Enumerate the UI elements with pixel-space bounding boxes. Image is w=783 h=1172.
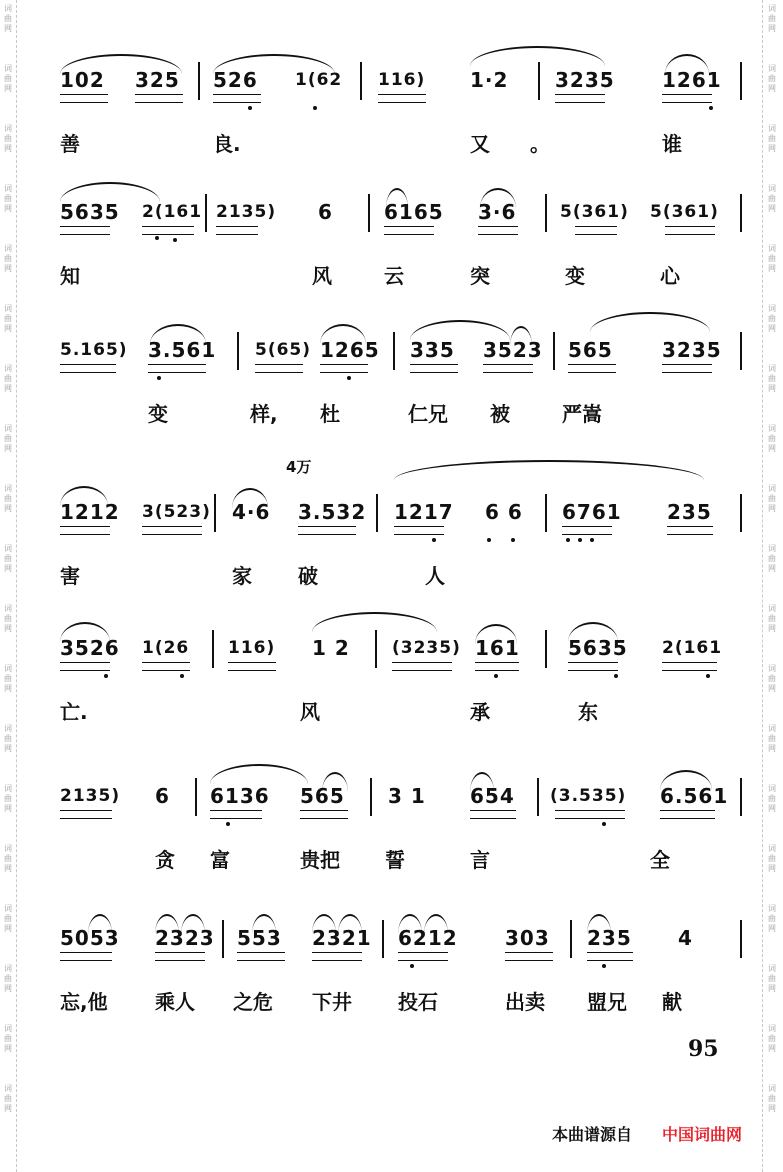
slur xyxy=(590,312,710,332)
octave-dot xyxy=(347,376,351,380)
note-group: (3235) xyxy=(392,638,461,658)
lyric: 良. xyxy=(213,132,241,156)
watermark-mark: 词 曲 网 xyxy=(768,484,776,513)
underline xyxy=(478,226,518,235)
right-margin-watermark xyxy=(762,0,779,1172)
underline xyxy=(142,662,190,671)
underline xyxy=(60,94,108,103)
note-group: 116) xyxy=(378,70,426,90)
note-group: 5053 xyxy=(60,926,120,950)
lyric: 出卖 xyxy=(505,990,545,1014)
source-site-link[interactable]: 中国词曲网 xyxy=(662,1125,743,1144)
lyric: 乘人 xyxy=(155,990,195,1014)
bar-line xyxy=(545,494,547,532)
slur xyxy=(475,624,517,644)
watermark-mark: 词 曲 网 xyxy=(4,724,12,753)
underline xyxy=(60,810,112,819)
lyric: 言 xyxy=(470,848,490,872)
underline xyxy=(320,364,368,373)
note-group: 6212 xyxy=(398,926,458,950)
slur xyxy=(386,188,408,208)
lyric: 样, xyxy=(250,402,278,426)
note-group: 5635 xyxy=(568,636,628,660)
lyric: 富 xyxy=(210,848,230,872)
lyric: 被 xyxy=(490,402,510,426)
underline xyxy=(142,226,194,235)
slur xyxy=(410,320,510,340)
slur xyxy=(424,914,448,934)
slur xyxy=(88,914,112,934)
watermark-mark: 词 曲 网 xyxy=(4,784,12,813)
octave-dot xyxy=(173,238,177,242)
octave-dot xyxy=(180,674,184,678)
watermark-mark: 词 曲 网 xyxy=(768,244,776,273)
underline xyxy=(384,226,434,235)
underline xyxy=(155,952,205,961)
underline xyxy=(665,226,715,235)
note-group: 4 xyxy=(678,926,693,950)
bar-line xyxy=(740,332,742,370)
slur xyxy=(312,612,437,632)
note-group: 565 xyxy=(300,784,345,808)
note-group: 303 xyxy=(505,926,550,950)
slur xyxy=(665,54,709,74)
lyric: 承 xyxy=(470,700,490,724)
note-group: 116) xyxy=(228,638,276,658)
watermark-mark: 词 曲 网 xyxy=(4,364,12,393)
underline xyxy=(378,94,426,103)
slur xyxy=(60,622,110,642)
bar-line xyxy=(740,920,742,958)
lyric: 贵把 xyxy=(300,848,340,872)
note-group: 5635 xyxy=(60,200,120,224)
slur xyxy=(394,460,704,480)
underline xyxy=(662,94,712,103)
lyric: 盟兄 xyxy=(587,990,627,1014)
underline xyxy=(210,810,262,819)
note-group: 3.561 xyxy=(148,338,217,362)
watermark-mark: 词 曲 网 xyxy=(4,424,12,453)
underline xyxy=(587,952,633,961)
lyric: 风 xyxy=(312,264,332,288)
note-group: 3.532 xyxy=(298,500,367,524)
note-group: 1212 xyxy=(60,500,120,524)
octave-dot xyxy=(226,822,230,826)
annotation-4wan: 4万 xyxy=(286,458,312,476)
lyric: 忘,他 xyxy=(60,990,108,1014)
watermark-mark: 词 曲 网 xyxy=(768,4,776,33)
watermark-mark: 词 曲 网 xyxy=(4,64,12,93)
watermark-mark: 词 曲 网 xyxy=(768,844,776,873)
bar-line xyxy=(538,62,540,100)
lyric: 仁兄 xyxy=(408,402,448,426)
underline xyxy=(562,526,612,535)
note-group: 526 xyxy=(213,68,258,92)
watermark-mark: 词 曲 网 xyxy=(768,304,776,333)
watermark-mark: 词 曲 网 xyxy=(768,1024,776,1053)
note-group: 2135) xyxy=(216,202,277,222)
watermark-mark: 词 曲 网 xyxy=(768,604,776,633)
watermark-mark: 词 曲 网 xyxy=(4,124,12,153)
octave-dot xyxy=(566,538,570,542)
watermark-mark: 词 曲 网 xyxy=(768,64,776,93)
watermark-mark: 词 曲 网 xyxy=(4,544,12,573)
note-group: 5(361) xyxy=(560,202,629,222)
watermark-mark: 词 曲 网 xyxy=(4,244,12,273)
underline xyxy=(135,94,183,103)
bar-line xyxy=(205,194,207,232)
octave-dot xyxy=(487,538,491,542)
slur xyxy=(470,46,605,66)
lyric: 投石 xyxy=(398,990,438,1014)
bar-line xyxy=(382,920,384,958)
underline xyxy=(392,662,452,671)
bar-line xyxy=(370,778,372,816)
underline xyxy=(505,952,553,961)
lyric: 。 xyxy=(530,132,550,156)
note-group: 5(361) xyxy=(650,202,719,222)
bar-line xyxy=(195,778,197,816)
slur xyxy=(480,188,516,208)
note-group: 6 xyxy=(318,200,333,224)
lyric: 人 xyxy=(425,564,445,588)
octave-dot xyxy=(432,538,436,542)
underline xyxy=(142,526,202,535)
watermark-mark: 词 曲 网 xyxy=(4,664,12,693)
slur xyxy=(60,54,182,74)
slur xyxy=(587,914,611,934)
watermark-mark: 词 曲 网 xyxy=(4,844,12,873)
lyric: 突 xyxy=(470,264,490,288)
underline xyxy=(568,662,618,671)
bar-line xyxy=(393,332,395,370)
note-group: 2321 xyxy=(312,926,372,950)
underline xyxy=(662,662,717,671)
left-margin-watermark xyxy=(0,0,17,1172)
underline xyxy=(60,662,110,671)
underline xyxy=(60,226,110,235)
slur xyxy=(510,326,532,346)
note-group: 3·6 xyxy=(478,200,517,224)
note-group: 2(161 xyxy=(662,638,723,658)
note-group: 6761 xyxy=(562,500,622,524)
underline xyxy=(568,364,616,373)
watermark-mark: 词 曲 网 xyxy=(4,184,12,213)
bar-line xyxy=(740,194,742,232)
underline xyxy=(575,226,617,235)
lyric: 又 xyxy=(470,132,490,156)
slur xyxy=(60,486,108,506)
lyric: 家 xyxy=(232,564,252,588)
underline xyxy=(60,364,116,373)
underline xyxy=(475,662,519,671)
bar-line xyxy=(368,194,370,232)
note-group: 5.165) xyxy=(60,340,128,360)
underline xyxy=(298,526,356,535)
lyric: 破 xyxy=(298,564,318,588)
slur xyxy=(338,914,362,934)
bar-line xyxy=(214,494,216,532)
underline xyxy=(483,364,533,373)
watermark-mark: 词 曲 网 xyxy=(768,184,776,213)
underline xyxy=(228,662,276,671)
lyric: 心 xyxy=(660,264,680,288)
lyric: 善 xyxy=(60,132,80,156)
bar-line xyxy=(740,494,742,532)
watermark-mark: 词 曲 网 xyxy=(768,424,776,453)
slur xyxy=(150,324,206,344)
slur xyxy=(322,772,348,792)
slur xyxy=(213,54,335,74)
slur xyxy=(660,770,712,790)
slur xyxy=(232,488,268,508)
bar-line xyxy=(740,778,742,816)
lyric: 杜 xyxy=(320,402,340,426)
note-group: 102 xyxy=(60,68,105,92)
lyric: 变 xyxy=(565,264,585,288)
watermark-mark: 词 曲 网 xyxy=(4,904,12,933)
underline xyxy=(470,810,516,819)
lyric: 害 xyxy=(60,564,80,588)
watermark-mark: 词 曲 网 xyxy=(4,304,12,333)
bar-line xyxy=(375,630,377,668)
lyric: 下井 xyxy=(312,990,352,1014)
note-group: 553 xyxy=(237,926,282,950)
watermark-mark: 词 曲 网 xyxy=(4,1024,12,1053)
lyric: 知 xyxy=(60,264,80,288)
note-group: 6136 xyxy=(210,784,270,808)
underline xyxy=(60,526,110,535)
bar-line xyxy=(360,62,362,100)
lyric: 云 xyxy=(384,264,404,288)
underline xyxy=(394,526,444,535)
watermark-mark: 词 曲 网 xyxy=(4,1084,12,1113)
slur xyxy=(470,772,494,792)
underline xyxy=(312,952,362,961)
bar-line xyxy=(237,332,239,370)
lyric: 全 xyxy=(650,848,670,872)
octave-dot xyxy=(104,674,108,678)
octave-dot xyxy=(157,376,161,380)
underline xyxy=(148,364,206,373)
watermark-mark: 词 曲 网 xyxy=(768,904,776,933)
note-group: 565 xyxy=(568,338,613,362)
underline xyxy=(255,364,303,373)
watermark-mark: 词 曲 网 xyxy=(768,664,776,693)
note-group: 6 xyxy=(155,784,170,808)
lyric: 贪 xyxy=(155,848,175,872)
watermark-mark: 词 曲 网 xyxy=(768,364,776,393)
octave-dot xyxy=(511,538,515,542)
page-number: 95 xyxy=(688,1036,719,1062)
underline xyxy=(60,952,112,961)
slur xyxy=(320,324,366,344)
watermark-mark: 词 曲 网 xyxy=(768,544,776,573)
note-group: 6165 xyxy=(384,200,444,224)
watermark-mark: 词 曲 网 xyxy=(4,604,12,633)
lyric: 誓 xyxy=(385,848,405,872)
underline xyxy=(555,810,625,819)
note-group: 1 2 xyxy=(312,636,350,660)
lyric: 之危 xyxy=(233,990,273,1014)
lyric: 变 xyxy=(148,402,168,426)
note-group: 3(523) xyxy=(142,502,211,522)
note-group: 1(62 xyxy=(295,70,343,90)
watermark-mark: 词 曲 网 xyxy=(4,4,12,33)
slur xyxy=(181,914,205,934)
note-group: 161 xyxy=(475,636,520,660)
note-group: 3526 xyxy=(60,636,120,660)
slur xyxy=(210,764,308,784)
note-group: 335 xyxy=(410,338,455,362)
bar-line xyxy=(537,778,539,816)
note-group: 2323 xyxy=(155,926,215,950)
slur xyxy=(60,182,160,202)
underline xyxy=(660,810,715,819)
note-group: (3.535) xyxy=(550,786,627,806)
bar-line xyxy=(545,194,547,232)
watermark-mark: 词 曲 网 xyxy=(768,724,776,753)
underline xyxy=(662,364,712,373)
bar-line xyxy=(740,62,742,100)
octave-dot xyxy=(602,822,606,826)
note-group: 235 xyxy=(667,500,712,524)
slur xyxy=(568,622,618,642)
octave-dot xyxy=(313,106,317,110)
lyric: 谁 xyxy=(662,132,682,156)
underline xyxy=(555,94,605,103)
note-group: 6.561 xyxy=(660,784,729,808)
watermark-mark: 词 曲 网 xyxy=(4,484,12,513)
note-group: 1·2 xyxy=(470,68,509,92)
watermark-mark: 词 曲 网 xyxy=(4,964,12,993)
watermark-mark: 词 曲 网 xyxy=(768,784,776,813)
note-group: 1217 xyxy=(394,500,454,524)
note-group: 654 xyxy=(470,784,515,808)
octave-dot xyxy=(494,674,498,678)
octave-dot xyxy=(578,538,582,542)
bar-line xyxy=(570,920,572,958)
note-group: 1(26 xyxy=(142,638,190,658)
note-group: 325 xyxy=(135,68,180,92)
underline xyxy=(667,526,713,535)
underline xyxy=(237,952,285,961)
bar-line xyxy=(198,62,200,100)
slur xyxy=(252,914,276,934)
lyric: 东 xyxy=(578,700,598,724)
source-label: 本曲谱源自 xyxy=(552,1125,633,1144)
watermark-mark: 词 曲 网 xyxy=(768,124,776,153)
bar-line xyxy=(376,494,378,532)
lyric: 亡. xyxy=(60,700,88,724)
lyric: 献 xyxy=(662,990,682,1014)
underline xyxy=(410,364,458,373)
slur xyxy=(312,914,336,934)
octave-dot xyxy=(614,674,618,678)
note-group: 3523 xyxy=(483,338,543,362)
octave-dot xyxy=(709,106,713,110)
note-group: 3235 xyxy=(662,338,722,362)
watermark-mark: 词 曲 网 xyxy=(768,964,776,993)
octave-dot xyxy=(602,964,606,968)
underline xyxy=(213,94,261,103)
octave-dot xyxy=(590,538,594,542)
octave-dot xyxy=(155,236,159,240)
bar-line xyxy=(212,630,214,668)
underline xyxy=(398,952,448,961)
bar-line xyxy=(222,920,224,958)
octave-dot xyxy=(410,964,414,968)
underline xyxy=(216,226,258,235)
note-group: 4·6 xyxy=(232,500,271,524)
watermark-mark: 词 曲 网 xyxy=(768,1084,776,1113)
note-group: 1261 xyxy=(662,68,722,92)
underline xyxy=(300,810,348,819)
note-group: 3235 xyxy=(555,68,615,92)
slur xyxy=(155,914,179,934)
note-group: 6 6 xyxy=(485,500,523,524)
note-group: 235 xyxy=(587,926,632,950)
note-group: 2(161 xyxy=(142,202,203,222)
note-group: 2135) xyxy=(60,786,121,806)
note-group: 3 1 xyxy=(388,784,426,808)
slur xyxy=(398,914,422,934)
bar-line xyxy=(553,332,555,370)
bar-line xyxy=(545,630,547,668)
note-group: 5(65) xyxy=(255,340,312,360)
octave-dot xyxy=(248,106,252,110)
lyric: 风 xyxy=(300,700,320,724)
octave-dot xyxy=(706,674,710,678)
note-group: 1265 xyxy=(320,338,380,362)
lyric: 严嵩 xyxy=(562,402,602,426)
